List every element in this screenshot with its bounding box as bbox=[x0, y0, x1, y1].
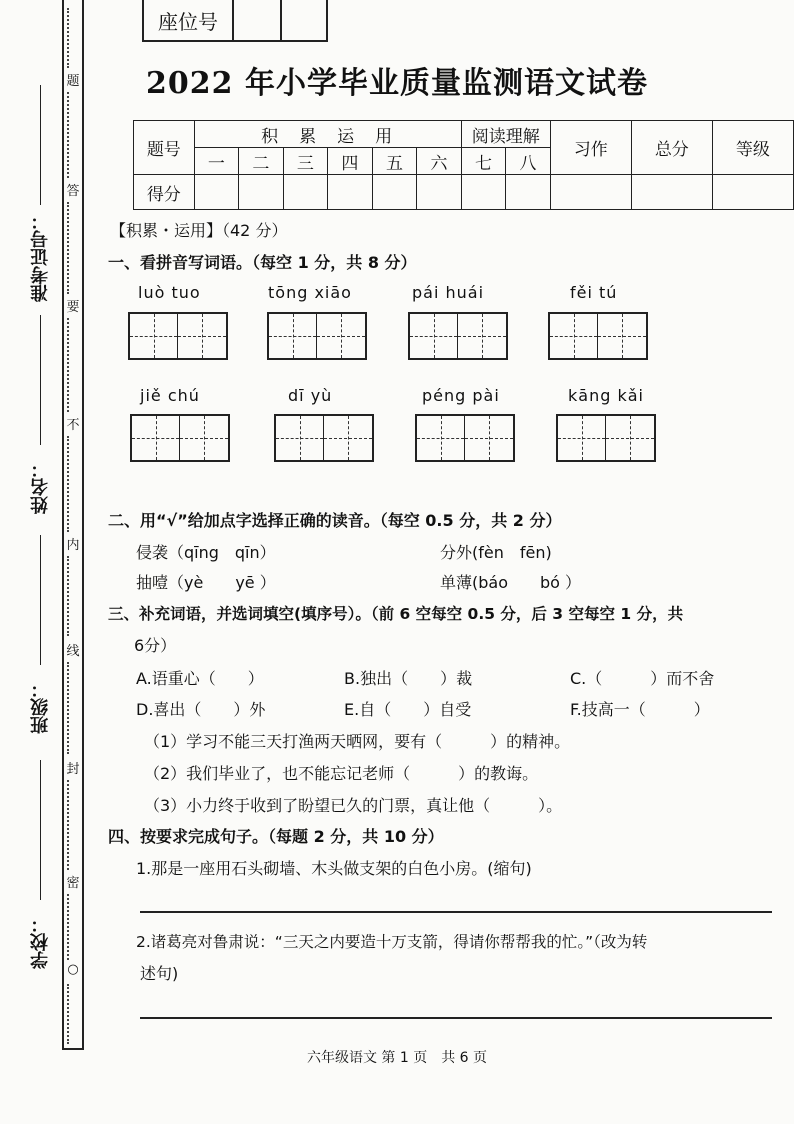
binding-dotted-line bbox=[67, 780, 81, 870]
q1-title: 一、看拼音写词语。（每空 1 分，共 8 分） bbox=[108, 253, 417, 272]
fill-line bbox=[40, 760, 41, 900]
score-table-col: 总分 bbox=[631, 121, 712, 175]
q3-option[interactable]: D.喜出（ ）外 bbox=[136, 700, 266, 719]
binding-char: 内 bbox=[66, 538, 80, 553]
score-table-number: 八 bbox=[506, 148, 551, 175]
q4-sentence-cont: 述句) bbox=[140, 964, 179, 983]
score-cell[interactable] bbox=[550, 175, 631, 210]
fill-line bbox=[40, 535, 41, 665]
score-table-score-label: 得分 bbox=[134, 175, 195, 210]
binding-dotted-line bbox=[67, 984, 81, 1044]
tianzi-grid[interactable] bbox=[556, 414, 656, 462]
score-table-number: 一 bbox=[194, 148, 239, 175]
q2-title: 二、用“√”给加点字选择正确的读音。（每空 0.5 分，共 2 分） bbox=[108, 511, 562, 530]
score-cell[interactable] bbox=[461, 175, 506, 210]
score-table-number: 五 bbox=[372, 148, 417, 175]
binding-char: 要 bbox=[66, 300, 80, 315]
score-cell[interactable] bbox=[631, 175, 712, 210]
q4-sentence: 2.诸葛亮对鲁肃说：“三天之内要造十万支箭，得请你帮帮我的忙。”（改为转 bbox=[136, 933, 648, 951]
seat-number-box bbox=[142, 0, 328, 42]
pinyin: jiě chú bbox=[140, 386, 200, 405]
score-cell[interactable] bbox=[372, 175, 417, 210]
school-label: 学校： bbox=[30, 915, 51, 969]
binding-dotted-line bbox=[67, 662, 81, 754]
score-table-number: 六 bbox=[417, 148, 462, 175]
score-table-number: 七 bbox=[461, 148, 506, 175]
fill-line bbox=[40, 85, 41, 205]
tianzi-grid[interactable] bbox=[128, 312, 228, 360]
binding-dotted-line bbox=[67, 436, 81, 532]
score-cell[interactable] bbox=[283, 175, 328, 210]
score-table-number: 三 bbox=[283, 148, 328, 175]
binding-char: 封 bbox=[66, 762, 80, 777]
section-header: 【积累・运用】（42 分） bbox=[110, 221, 288, 240]
exam-number-label: 准考证号： bbox=[30, 212, 51, 302]
binding-char: 密 bbox=[66, 876, 80, 891]
q3-option[interactable]: B.独出（ ）裁 bbox=[344, 669, 473, 688]
binding-char: 答 bbox=[66, 184, 80, 199]
pinyin: tōng xiāo bbox=[268, 283, 352, 302]
q3-title-cont: 6分） bbox=[134, 636, 177, 655]
score-table bbox=[133, 120, 794, 210]
page-title: 2022 年小学毕业质量监测语文试卷 bbox=[146, 66, 648, 101]
name-label: 姓名： bbox=[30, 460, 51, 514]
binding-char: 不 bbox=[66, 418, 80, 433]
binding-dotted-line bbox=[67, 556, 81, 636]
score-cell[interactable] bbox=[194, 175, 239, 210]
score-table-number: 四 bbox=[328, 148, 373, 175]
q4-title: 四、按要求完成句子。（每题 2 分，共 10 分） bbox=[108, 827, 444, 846]
binding-char: 题 bbox=[66, 74, 80, 89]
tianzi-grid[interactable] bbox=[548, 312, 648, 360]
seat-number-label: 座位号 bbox=[144, 0, 234, 40]
score-table-col: 习作 bbox=[550, 121, 631, 175]
score-cell[interactable] bbox=[239, 175, 284, 210]
q3-title: 三、补充词语，并选词填空(填序号）。（前 6 空每空 0.5 分，后 3 空每空 1 分，共 bbox=[108, 605, 684, 623]
score-cell[interactable] bbox=[328, 175, 373, 210]
q3-sentence[interactable]: （1）学习不能三天打渔两天晒网，要有（ ）的精神。 bbox=[144, 732, 571, 751]
q4-sentence: 1.那是一座用石头砌墙、木头做支架的白色小房。(缩句) bbox=[136, 859, 532, 878]
fill-line bbox=[40, 315, 41, 445]
binding-char: 线 bbox=[66, 644, 80, 659]
q2-item[interactable]: 侵袭（qīng qīn） bbox=[136, 543, 276, 562]
tianzi-grid[interactable] bbox=[415, 414, 515, 462]
page-footer: 六年级语文 第 1 页 共 6 页 bbox=[306, 1050, 488, 1066]
score-table-header: 题号 bbox=[134, 121, 195, 175]
score-table-number: 二 bbox=[239, 148, 284, 175]
q3-sentence[interactable]: （3）小力终于收到了盼望已久的门票，真让他（ ）。 bbox=[144, 796, 563, 815]
pinyin: pái huái bbox=[412, 283, 485, 302]
q3-option[interactable]: C.（ ）而不舍 bbox=[570, 669, 715, 688]
answer-line[interactable] bbox=[140, 911, 772, 913]
binding-dotted-line bbox=[67, 202, 81, 294]
tianzi-grid[interactable] bbox=[267, 312, 367, 360]
score-table-group: 积 累 运 用 bbox=[194, 121, 461, 148]
q3-option[interactable]: F.技高一（ ） bbox=[570, 700, 710, 719]
pinyin: dī yù bbox=[288, 386, 333, 405]
pinyin: kāng kǎi bbox=[568, 386, 644, 405]
tianzi-grid[interactable] bbox=[274, 414, 374, 462]
pinyin: fěi tú bbox=[570, 283, 618, 302]
score-cell[interactable] bbox=[417, 175, 462, 210]
tianzi-grid[interactable] bbox=[408, 312, 508, 360]
seat-number-cell bbox=[234, 0, 282, 40]
q3-sentence[interactable]: （2）我们毕业了，也不能忘记老师（ ）的教诲。 bbox=[144, 764, 539, 783]
score-table-group: 阅读理解 bbox=[461, 121, 550, 148]
q3-option[interactable]: E.自（ ）自受 bbox=[344, 700, 472, 719]
binding-circle: ○ bbox=[67, 962, 79, 977]
q2-item[interactable]: 抽噎（yè yē ） bbox=[136, 573, 276, 592]
class-label: 班级： bbox=[30, 680, 51, 734]
seat-number-cell bbox=[282, 0, 326, 40]
pinyin: péng pài bbox=[422, 386, 500, 405]
score-cell[interactable] bbox=[712, 175, 793, 210]
pinyin: luò tuo bbox=[138, 283, 201, 302]
binding-dotted-line bbox=[67, 894, 81, 960]
score-table-col: 等级 bbox=[712, 121, 793, 175]
answer-line[interactable] bbox=[140, 1017, 772, 1019]
score-cell[interactable] bbox=[506, 175, 551, 210]
binding-dotted-line bbox=[67, 92, 81, 178]
tianzi-grid[interactable] bbox=[130, 414, 230, 462]
q2-item[interactable]: 分外(fèn fēn) bbox=[440, 543, 552, 562]
binding-dotted-line bbox=[67, 318, 81, 412]
q3-option[interactable]: A.语重心（ ） bbox=[136, 669, 264, 688]
q2-item[interactable]: 单薄(báo bó ） bbox=[440, 573, 582, 592]
